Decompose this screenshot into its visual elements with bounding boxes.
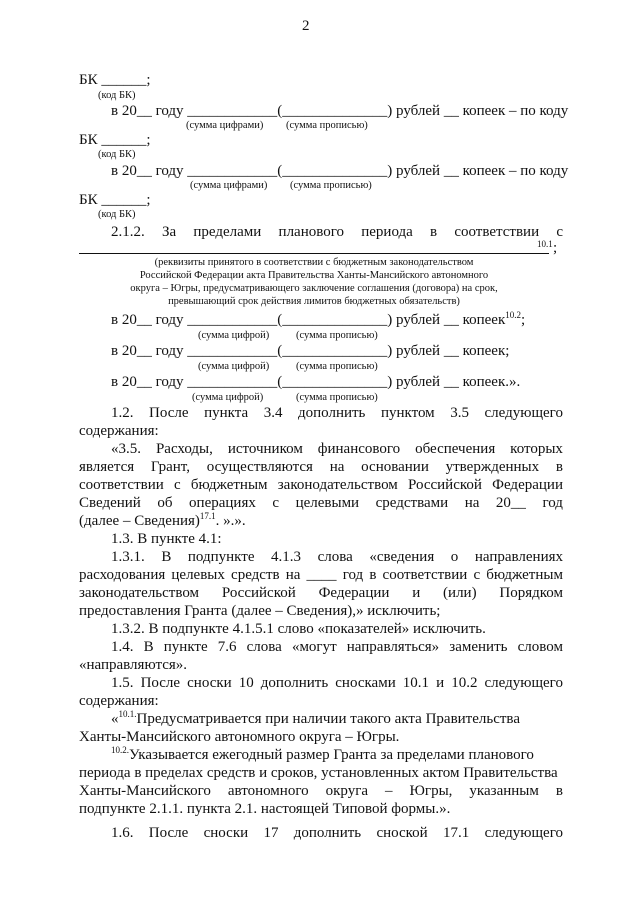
paragraph-1-3-1-line2: расходования целевых средств на ____ год в соответствии с бюджетным — [79, 567, 563, 583]
bk-line: БК ______; — [79, 192, 151, 208]
footnote-10-2-line2: периода в пределах средств и сроков, установленных актом Правительства — [79, 765, 558, 781]
paragraph-1-5-line2: содержания: — [79, 693, 159, 709]
amount-digits-caption: (сумма цифрой) — [198, 330, 270, 341]
year-line: в 20__ году ____________(______________) рублей __ копеек$^{10.2}$; — [111, 310, 526, 328]
year-line: в 20__ году ____________(______________) рублей __ копеек.». — [111, 374, 521, 390]
paragraph-1-4-line2: «направляются». — [79, 657, 187, 673]
paragraph-1-3-1-line1: 1.3.1. В подпункте 4.1.3 слова «сведения о направлениях — [111, 549, 563, 565]
paragraph-1-6-line1: 1.6. После сноски 17 дополнить сноской 17.1 следующего — [111, 825, 563, 841]
paragraph-1-3-1-line4: предоставления Гранта (далее – Сведения),» исключить; — [79, 603, 441, 619]
requisites-blank-line — [79, 253, 549, 254]
requisites-caption-line: превышающий срок действия лимитов бюджетных обязательств) — [168, 296, 460, 307]
requisites-caption-line: (реквизиты принятого в соответствии с бюджетным законодательством — [154, 257, 474, 268]
footnote-ref-10-1: 10.1 — [537, 239, 553, 249]
year-line: в 20__ году ____________(______________) рублей __ копеек – по коду — [111, 163, 569, 179]
paragraph-1-3-1-line3: законодательством Российской Федерации и (или) Порядком — [79, 585, 563, 601]
amount-words-caption: (сумма прописью) — [290, 180, 372, 191]
paragraph-1-5-line1: 1.5. После сноски 10 дополнить сносками 10.1 и 10.2 следующего — [111, 675, 563, 691]
year-line: в 20__ году ____________(______________) рублей __ копеек – по коду — [111, 103, 569, 119]
paragraph-3-5-line1: «3.5. Расходы, источником финансового обеспечения которых — [111, 441, 563, 457]
paragraph-1-3-2: 1.3.2. В подпункте 4.1.5.1 слово «показателей» исключить. — [111, 621, 486, 637]
bk-code-caption: (код БК) — [98, 149, 136, 160]
page-number: 2 — [302, 18, 310, 34]
amount-words-caption: (сумма прописью) — [286, 120, 368, 131]
paragraph-3-5-line4: Сведений об операциях с целевыми средствами на 20__ год — [79, 495, 563, 511]
paragraph-1-2-line1: 1.2. После пункта 3.4 дополнить пунктом 3.5 следующего — [111, 405, 563, 421]
footnote-10-2-line3: Ханты-Мансийского автономного округа – Югры, указанным в — [79, 783, 563, 799]
paragraph-1-4-line1: 1.4. В пункте 7.6 слова «могут направляться» заменить словом — [111, 639, 563, 655]
footnote-10-1-line2: Ханты-Мансийского автономного округа – Югры. — [79, 729, 400, 745]
year-line: в 20__ году ____________(______________) рублей __ копеек; — [111, 343, 510, 359]
amount-words-caption: (сумма прописью) — [296, 330, 378, 341]
bk-line: БК ______; — [79, 72, 151, 88]
amount-digits-caption: (сумма цифрами) — [186, 120, 264, 131]
paragraph-3-5-line5: (далее – Сведения)$^{17.1}$. ».». — [79, 511, 246, 529]
bk-code-caption: (код БК) — [98, 90, 136, 101]
requisites-caption-line: округа – Югры, предусматривающего заключение соглашения (договора) на срок, — [130, 283, 498, 294]
paragraph-2-1-2-line1: 2.1.2. За пределами планового периода в соответствии с — [111, 224, 563, 240]
amount-digits-caption: (сумма цифрой) — [192, 392, 264, 403]
amount-digits-caption: (сумма цифрами) — [190, 180, 268, 191]
bk-line: БК ______; — [79, 132, 151, 148]
footnote-10-2-line4: подпункте 2.1.1. пункта 2.1. настоящей Типовой формы.». — [79, 801, 451, 817]
footnote-10-2-line1: $^{10.2.}$Указывается ежегодный размер Гранта за пределами планового — [111, 745, 534, 763]
requisites-caption-line: Российской Федерации акта Правительства Ханты-Мансийского автономного — [139, 270, 489, 281]
paragraph-2-1-2-tail: ; — [553, 240, 558, 256]
amount-words-caption: (сумма прописью) — [296, 361, 378, 372]
amount-digits-caption: (сумма цифрой) — [198, 361, 270, 372]
footnote-10-1-line1: «$^{10.1.}$Предусматривается при наличии такого акта Правительства — [111, 709, 520, 727]
bk-code-caption: (код БК) — [98, 209, 136, 220]
paragraph-1-3: 1.3. В пункте 4.1: — [111, 531, 222, 547]
paragraph-3-5-line2: является Грант, осуществляются на основании утвержденных в — [79, 459, 563, 475]
paragraph-1-2-line2: содержания: — [79, 423, 159, 439]
paragraph-3-5-line3: соответствии с бюджетным законодательством Российской Федерации — [79, 477, 563, 493]
amount-words-caption: (сумма прописью) — [296, 392, 378, 403]
